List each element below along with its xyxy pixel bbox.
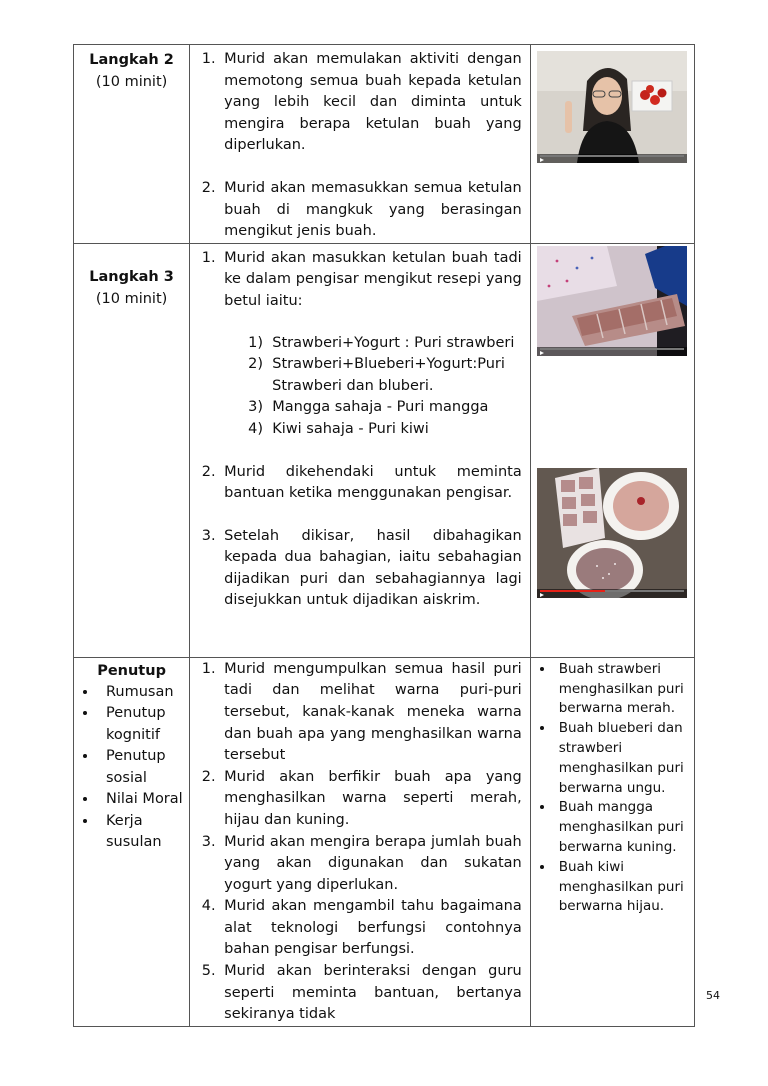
step: 2. Murid akan memasukkan semua ketulan buah di mangkuk yang berasingan mengikut jenis buah. — [220, 178, 522, 243]
stage-title: Penutup — [97, 662, 166, 679]
closure-item: • Rumusan — [98, 682, 189, 704]
play-icon[interactable] — [540, 593, 544, 597]
puree-plates-image — [537, 468, 687, 598]
recipe-list — [224, 333, 522, 441]
closure-item: • Kerja susulan — [98, 811, 189, 854]
recipe-item: 1) Strawberi+Yogurt : Puri strawberi — [248, 334, 515, 351]
activity-steps — [190, 45, 530, 243]
activity-cell — [190, 657, 531, 1026]
step: 1. Murid mengumpulkan semua hasil puri tadi dan melihat warna puri-puri tersebut, kanak-kanak meneka warna dan buah apa yang menghasilkan warna tersebut — [220, 659, 522, 767]
note-item: • Buah blueberi dan strawberi menghasilkan puri berwarna ungu. — [555, 719, 688, 798]
stage-duration: (10 minit) — [95, 290, 168, 307]
lesson-plan-table — [73, 44, 695, 1027]
note-item: • Buah mangga menghasilkan puri berwarna kuning. — [555, 798, 688, 857]
video-controls[interactable] — [537, 154, 687, 163]
play-icon[interactable] — [540, 351, 544, 355]
closure-item: • Nilai Moral — [98, 789, 189, 811]
step: 2. Murid dikehendaki untuk meminta bantuan ketika menggunakan pengisar. — [220, 462, 522, 505]
step: 3. Murid akan mengira berapa jumlah buah yang akan digunakan dan sukatan yogurt yang diperlukan. — [220, 832, 522, 897]
media-cell — [530, 243, 694, 657]
row-langkah-2 — [74, 45, 695, 244]
stage-cell — [74, 657, 190, 1026]
stage-title: Langkah 2 — [89, 52, 174, 68]
step — [220, 248, 522, 441]
play-icon[interactable] — [540, 158, 544, 162]
closure-item: • Penutup kognitif — [98, 703, 189, 746]
recipe-item: 2) Strawberi+Blueberi+Yogurt:Puri Strawberi dan bluberi. — [248, 356, 505, 394]
row-langkah-3 — [74, 243, 695, 657]
outcome-notes — [531, 658, 694, 917]
ice-tray-image — [537, 246, 687, 356]
step: 5. Murid akan berinteraksi dengan guru seperti meminta bantuan, bertanya sekiranya tidak — [220, 961, 522, 1026]
activity-cell — [190, 45, 531, 244]
notes-cell — [530, 657, 694, 1026]
media-cell — [530, 45, 694, 244]
stage-title: Langkah 3 — [89, 268, 174, 285]
video-thumbnail-ice-tray[interactable] — [537, 246, 687, 356]
stage-cell — [74, 243, 190, 657]
stage-cell — [74, 45, 190, 244]
video-controls[interactable] — [537, 589, 687, 598]
step: 3. Setelah dikisar, hasil dibahagikan kepada dua bahagian, iaitu sebahagian dijadikan puri dan sebahagiannya lagi disejukkan untuk dijadikan aiskrim. — [220, 526, 522, 612]
step: 1. Murid akan memulakan aktiviti dengan memotong semua buah kepada ketulan yang lebih kecil dan diminta untuk mengira berapa ketulan buah yang diperlukan. — [220, 49, 522, 157]
activity-cell — [190, 243, 531, 657]
note-item: • Buah kiwi menghasilkan puri berwarna hijau. — [555, 858, 688, 917]
video-controls[interactable] — [537, 347, 687, 356]
step: 4. Murid akan mengambil tahu bagaimana alat teknologi berfungsi contohnya bahan pengisar berfungsi. — [220, 896, 522, 961]
stage-duration: (10 minit) — [95, 74, 168, 90]
closure-item: • Penutup sosial — [98, 746, 189, 789]
closure-list — [74, 682, 189, 854]
page-number: 54 — [706, 989, 720, 1002]
note-item: • Buah strawberi menghasilkan puri berwarna merah. — [555, 660, 688, 719]
step: 2. Murid akan berfikir buah apa yang menghasilkan warna seperti merah, hijau dan kuning. — [220, 767, 522, 832]
video-thumbnail-presenter[interactable] — [537, 51, 687, 163]
video-thumbnail-puree-plates[interactable] — [537, 468, 687, 598]
activity-steps — [190, 244, 530, 612]
step-text: Murid akan masukkan ketulan buah tadi ke dalam pengisar mengikut resepi yang betul iaitu: — [224, 249, 522, 309]
presenter-image — [537, 51, 687, 163]
activity-steps — [190, 658, 530, 1026]
recipe-item: 4) Kiwi sahaja - Puri kiwi — [248, 420, 429, 437]
recipe-item: 3) Mangga sahaja - Puri mangga — [248, 399, 489, 416]
row-penutup — [74, 657, 695, 1026]
